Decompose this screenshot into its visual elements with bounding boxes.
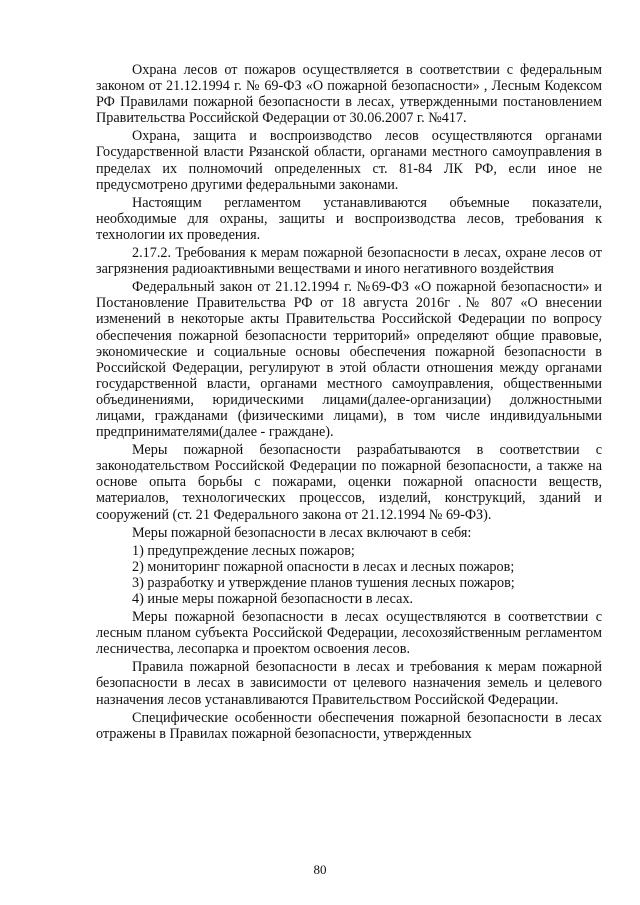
paragraph-fire-rules-government: Правила пожарной безопасности в лесах и требования к мерам пожарной безопасности в лесах в зависимости от целевого назначения земель и целевого назначения лесов устанавливаются Правительством Российской Федерации. (96, 659, 602, 708)
list-item: 4) иные меры пожарной безопасности в лесах. (132, 591, 414, 607)
page-number: 80 (313, 862, 327, 877)
paragraph-federal-law-and-decree: Федеральный закон от 21.12.1994 г. №69-ФЗ «О пожарной безопасности» и Постановление Правительства РФ от 18 августа 2016г .№ 807 «О внесении изменений в некоторые акты Правительства Российской Федерации по вопросу обеспечения пожарной безопасности территорий» определяют общие правовые, экономические и социальные основы обеспечения пожарной безопасности в Российской Федерации, регулируют в этой области отношения между органами государственной власти, органами местного самоуправления, общественными объединениями, юридическими лицами(далее-организации) должностными лицами, гражданами (физическими лицами), в том числе индивидуальными предпринимателями(далее - граждане). (96, 279, 602, 441)
paragraph-measures-forest-plan: Меры пожарной безопасности в лесах осуществляются в соответствии с лесным планом субъекта Российской Федерации, лесохозяйственным регламентом лесничества, лесопарка и проектом освоения лесов. (96, 609, 602, 658)
paragraph-fire-safety-measures-development: Меры пожарной безопасности разрабатываются в соответствии с законодательством Российской Федерации по пожарной безопасности, а также на основе опыта борьбы с пожарами, оценки пожарной опасности веществ, материалов, технологических процессов, изделий, конструкций, зданий и сооружений (ст. 21 Федерального закона от 21.12.1994 № 69-ФЗ). (96, 442, 602, 523)
list-item: 3) разработку и утверждение планов тушения лесных пожаров; (132, 574, 515, 591)
list-item: 1) предупреждение лесных пожаров; (132, 542, 355, 559)
paragraph-forest-protection-authorities: Охрана, защита и воспроизводство лесов осуществляются органами Государственной власти Рязанской области, органами местного самоуправления в пределах их полномочий определенных ст. 81-84 ЛК РФ, если иное не предусмотрено другими федеральными законами. (96, 128, 602, 193)
paragraph-fire-protection-law: Охрана лесов от пожаров осуществляется в соответствии с федеральным законом от 21.12.1994 г. № 69-ФЗ «О пожарной безопасности» , Лесным Кодексом РФ Правилами пожарной безопасности в лесах, утвержденными постановлением Правительства Российской Федерации от 30.06.2007 г. №417. (96, 62, 602, 127)
section-heading-2-17-2: 2.17.2. Требования к мерам пожарной безопасности в лесах, охране лесов от загрязнения радиоактивными веществами и иного негативного воздействия (96, 245, 602, 278)
paragraph-specific-features: Специфические особенности обеспечения пожарной безопасности в лесах отражены в Правилах пожарной безопасности, утвержденных (96, 709, 602, 742)
paragraph-measures-include: Меры пожарной безопасности в лесах включают в себя: (132, 524, 472, 541)
document-page (96, 62, 602, 744)
fire-measures-list (96, 543, 602, 607)
list-item: 2) мониторинг пожарной опасности в лесах и лесных пожаров; (132, 558, 515, 575)
paragraph-regulation-scope: Настоящим регламентом устанавливаются объемные показатели, необходимые для охраны, защиты и воспроизводства лесов, требования к технологии их проведения. (96, 194, 602, 243)
